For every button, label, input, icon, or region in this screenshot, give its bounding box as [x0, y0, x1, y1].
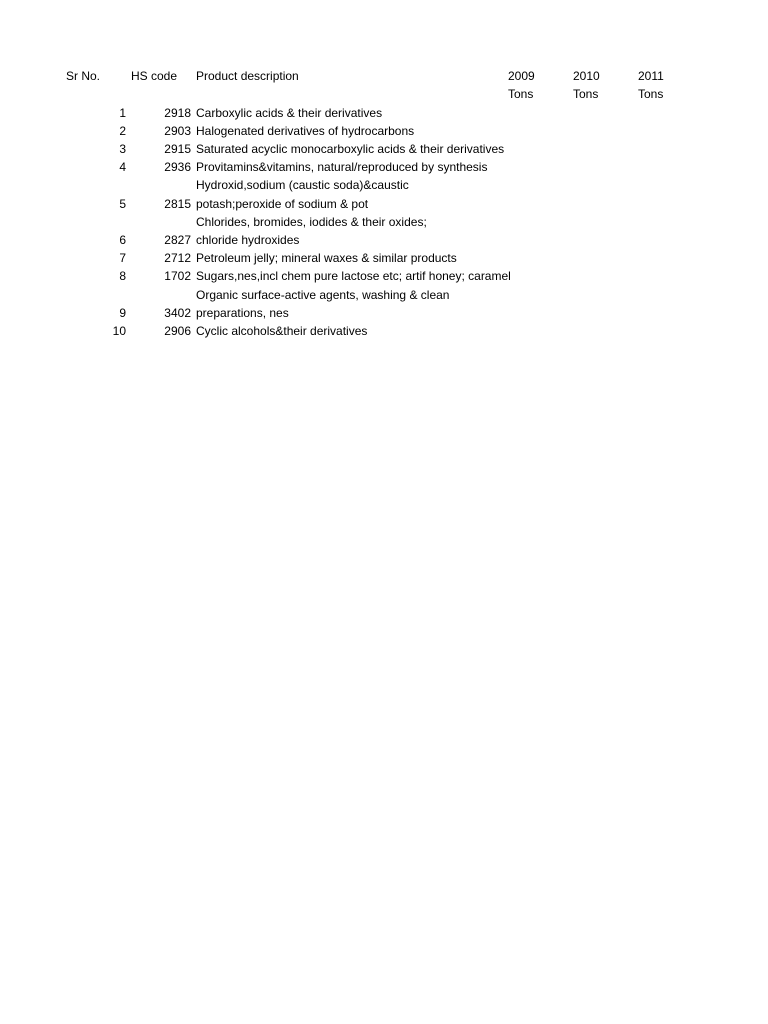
sr-no-cell: 9 — [119, 306, 126, 320]
table-row — [0, 122, 768, 140]
header-year-2011: 2011 — [638, 69, 664, 83]
product-description-cell: Sugars,nes,incl chem pure lactose etc; artif honey; caramel — [196, 269, 511, 283]
hs-code-cell: 2815 — [164, 197, 191, 211]
header-sr-no: Sr No. — [66, 69, 101, 83]
sr-no-cell: 1 — [119, 106, 126, 120]
product-description-cell: Halogenated derivatives of hydrocarbons — [196, 124, 415, 138]
product-description-cell: Organic surface-active agents, washing & clean — [196, 288, 450, 302]
hs-code-cell: 2915 — [164, 142, 191, 156]
table-row-line — [0, 176, 768, 194]
sr-no-cell: 4 — [119, 160, 126, 174]
hs-code-cell: 2918 — [164, 106, 191, 120]
table-row — [0, 104, 768, 122]
table-row-line — [0, 286, 768, 304]
table-row — [0, 322, 768, 340]
hs-code-cell: 2906 — [164, 324, 191, 338]
hs-code-cell: 1702 — [164, 269, 191, 283]
product-description-cell: Saturated acyclic monocarboxylic acids & their derivatives — [196, 142, 505, 156]
table-row — [0, 231, 768, 249]
table-row — [0, 267, 768, 285]
sr-no-cell: 7 — [119, 251, 126, 265]
hs-code-cell: 2903 — [164, 124, 191, 138]
sr-no-cell: 5 — [119, 197, 126, 211]
header-product-description: Product description — [196, 69, 299, 83]
product-description-cell: Hydroxid,sodium (caustic soda)&caustic — [196, 178, 409, 192]
header-unit-2009: Tons — [508, 87, 534, 101]
header-hs-code: HS code — [131, 69, 178, 83]
product-description-cell: Carboxylic acids & their derivatives — [196, 106, 383, 120]
table-row-line — [0, 213, 768, 231]
table-row — [0, 249, 768, 267]
sr-no-cell: 3 — [119, 142, 126, 156]
header-year-2010: 2010 — [573, 69, 600, 83]
header-unit-2011: Tons — [638, 87, 664, 101]
table-row — [0, 304, 768, 322]
header-unit-row — [0, 85, 768, 103]
hs-code-cell: 2827 — [164, 233, 191, 247]
sr-no-cell: 8 — [119, 269, 126, 283]
hs-code-cell: 2712 — [164, 251, 191, 265]
product-description-cell: Provitamins&vitamins, natural/reproduced by synthesis — [196, 160, 488, 174]
product-description-cell: potash;peroxide of sodium & pot — [196, 197, 369, 211]
sr-no-cell: 10 — [112, 324, 126, 338]
header-year-2009: 2009 — [508, 69, 535, 83]
table-row — [0, 195, 768, 213]
header-row — [0, 67, 768, 85]
product-description-cell: chloride hydroxides — [196, 233, 300, 247]
hs-code-cell: 2936 — [164, 160, 191, 174]
header-unit-2010: Tons — [573, 87, 599, 101]
hs-code-cell: 3402 — [164, 306, 191, 320]
sr-no-cell: 2 — [119, 124, 126, 138]
product-description-cell: Petroleum jelly; mineral waxes & similar products — [196, 251, 457, 265]
product-description-cell: preparations, nes — [196, 306, 289, 320]
sr-no-cell: 6 — [119, 233, 126, 247]
product-description-cell: Cyclic alcohols&their derivatives — [196, 324, 368, 338]
product-description-cell: Chlorides, bromides, iodides & their oxides; — [196, 215, 427, 229]
table-row — [0, 158, 768, 176]
table-row — [0, 140, 768, 158]
